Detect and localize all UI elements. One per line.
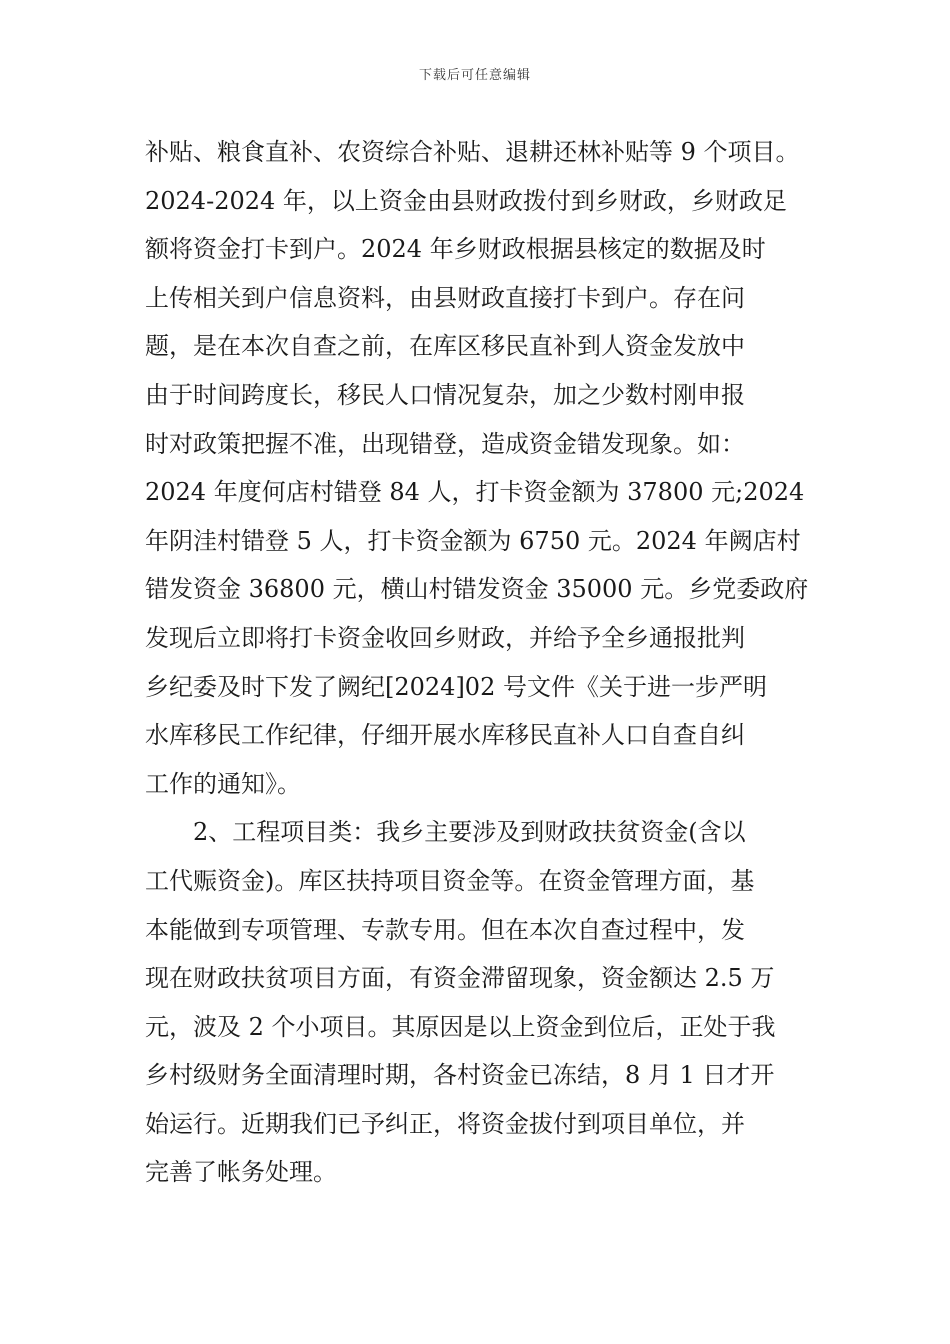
text-line: 工作的通知》。 (145, 769, 301, 798)
text-line: 水库移民工作纪律，仔细开展水库移民直补人口自查自纠 (145, 721, 745, 750)
text-line: 年阴洼村错登 5 人，打卡资金额为 6750 元。2024 年阙店村 (145, 526, 801, 555)
text-line: 补贴、粮食直补、农资综合补贴、退耕还林补贴等 9 个项目。 (145, 138, 800, 166)
text-line: 2、工程项目类：我乡主要涉及到财政扶贫资金(含以 (193, 818, 746, 847)
text-line: 乡纪委及时下发了阙纪[2024]02 号文件《关于进一步严明 (145, 672, 767, 701)
text-line: 现在财政扶贫项目方面，有资金滞留现象，资金额达 2.5 万 (145, 964, 775, 993)
text-line: 完善了帐务处理。 (145, 1158, 337, 1187)
text-line: 2024-2024 年，以上资金由县财政拨付到乡财政，乡财政足 (145, 186, 787, 215)
text-line: 额将资金打卡到户。2024 年乡财政根据县核定的数据及时 (145, 235, 766, 264)
text-line: 始运行。近期我们已予纠正，将资金拔付到项目单位，并 (145, 1109, 745, 1138)
text-line: 由于时间跨度长，移民人口情况复杂，加之少数村刚申报 (145, 380, 745, 409)
paragraph-2 (145, 808, 815, 1197)
document-body (145, 128, 815, 1197)
text-line: 工代赈资金)。库区扶持项目资金等。在资金管理方面，基 (145, 866, 755, 895)
text-line: 本能做到专项管理、专款专用。但在本次自查过程中，发 (145, 915, 745, 944)
text-line: 2024 年度何店村错登 84 人，打卡资金额为 37800 元;2024 (145, 478, 805, 507)
paragraph-1 (145, 128, 815, 808)
page-header: 下载后可任意编辑 (418, 68, 531, 83)
text-line: 上传相关到户信息资料，由县财政直接打卡到户。存在问 (145, 283, 745, 312)
text-line: 时对政策把握不准，出现错登，造成资金错发现象。如： (145, 429, 745, 458)
text-line: 错发资金 36800 元，横山村错发资金 35000 元。乡党委政府 (145, 575, 809, 604)
text-line: 发现后立即将打卡资金收回乡财政，并给予全乡通报批判 (145, 623, 745, 652)
text-line: 题，是在本次自查之前，在库区移民直补到人资金发放中 (145, 332, 745, 361)
text-line: 元，波及 2 个小项目。其原因是以上资金到位后，正处于我 (145, 1012, 776, 1041)
text-line: 乡村级财务全面清理时期，各村资金已冻结，8 月 1 日才开 (145, 1061, 775, 1090)
